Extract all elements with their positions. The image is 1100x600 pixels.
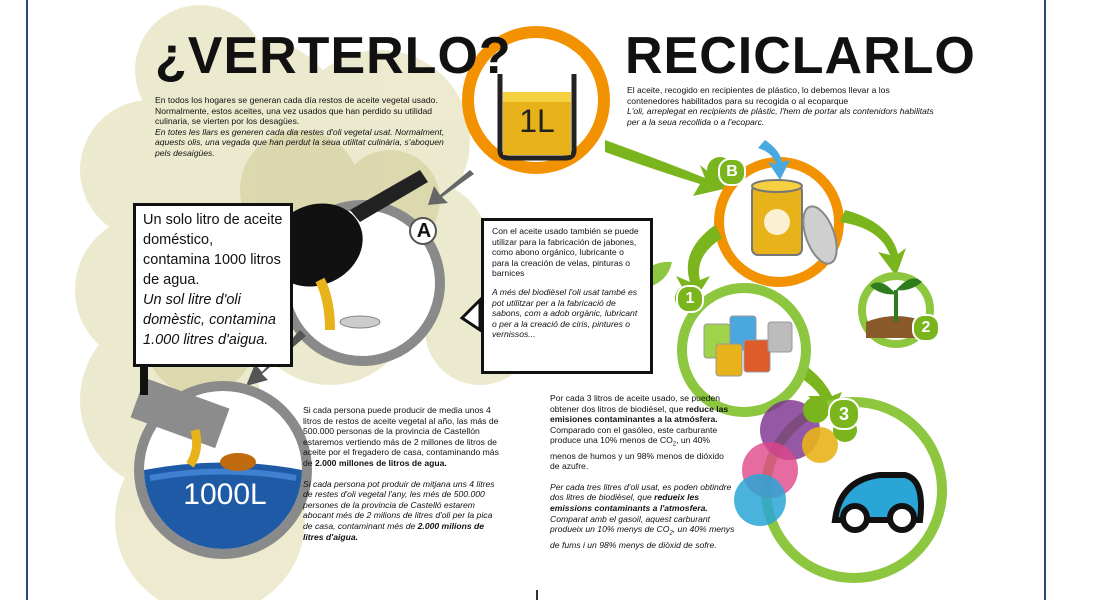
biodiesel-text-block <box>550 393 735 550</box>
bubble-text-es: Un solo litro de aceite doméstico, contamina 1000 litros de agua. <box>143 212 283 288</box>
uses-text-ca: A més del biodièsel l'oli usat també es pot utilitzar per a la fabricació de sabons, com a adob orgànic, lubricant o per a la creació de ciris, pintures o vernissos... <box>492 286 638 340</box>
right-intro <box>627 85 937 127</box>
left-intro-ca: En totes les llars es generen cada dia restes d'oli vegetal usat. Normalment, aquests olis, una vegada que han perdut la seua utilitat culinària, s'aboquen pels desaigües. <box>155 126 445 158</box>
liter-contaminates-bubble <box>133 203 293 367</box>
biodiesel-compare-es: Comparado con el gasóleo, este carburante produce una 10% menos de $CO_2$, un 40% menos de humos y un 98% menos de dióxido de azufre. <box>550 424 724 472</box>
bubble-text-ca: Un sol litre d'oli domèstic, contamina 1.000 litres d'aigua. <box>143 292 276 348</box>
polluted-water-illustration <box>131 378 307 554</box>
people-text-es: Si cada persona puede producir de media unos 4 litros de restos de aceite vegetal al año, las más de 500.000 personas de la provincia de Castellón estaremos vertiendo más de 2 millones de litros de aceite por el fregadero de casa, contaminando más de 2.000 millones de litros de agua. <box>303 405 499 468</box>
right-intro-ca: L'oli, arreplegat en recipients de plàstic, l'hem de portar als contenidors habilitats per a la seua recollida o a l'ecoparc. <box>627 106 934 127</box>
biodiesel-text-ca: Per cada tres litres d'oli usat, es poden obtindre dos litres de biodièsel, que redueix les emissions contaminants a l'atmosfera. <box>550 481 732 514</box>
arrow-b-to-2 <box>840 210 906 276</box>
left-intro-es: En todos los hogares se generan cada día restos de aceite vegetal usado. Normalmente, estos aceites, una vez usados que han perdido su utilidad culinaria, se vierten por los desagües. <box>155 95 438 127</box>
label-2: 2 <box>912 314 940 342</box>
water-1000l-label: 1000L <box>183 478 267 511</box>
uses-text-es: Con el aceite usado también se puede utilizar para la fabricación de jabones, como abono orgánico, lubricante o para la creación de velas, pinturas o barnices <box>492 226 639 279</box>
right-intro-es: El aceite, recogido en recipientes de plástico, lo debemos llevar a los contenedores habilitados para su recogida o al ecoparque <box>627 85 890 106</box>
people-text-block <box>303 405 503 542</box>
biodiesel-text-es: Por cada 3 litros de aceite usado, se pueden obtener dos litros de biodiésel, que reduce las emisiones contaminantes a la atmósfera. <box>550 393 729 425</box>
biodiesel-compare-ca: Comparat amb el gasoil, aquest carburant produeix un 10% menys de $CO_2$, un 40% menys de fums i un 98% menys de diòxid de sofre. <box>550 513 735 550</box>
uses-bubble <box>481 218 653 374</box>
right-title: RECICLARLO <box>625 27 976 85</box>
label-a: A <box>416 220 432 242</box>
label-b: B <box>718 158 746 186</box>
jar-1l-label: 1L <box>519 103 555 139</box>
left-intro <box>155 95 455 159</box>
label-3: 3 <box>828 398 860 430</box>
people-text-ca: Si cada persona pot produir de mitjana uns 4 litres de restes d'oli vegetal l'any, les més de 500.000 persones de la provincia de Castelló estarem abocant més de 2 milions de litres d'oli per la pica de casa, contaminant més de 2.000 milions de litres d'aigua. <box>303 478 495 542</box>
left-title: ¿VERTERLO? <box>155 27 512 85</box>
label-1: 1 <box>676 285 704 313</box>
